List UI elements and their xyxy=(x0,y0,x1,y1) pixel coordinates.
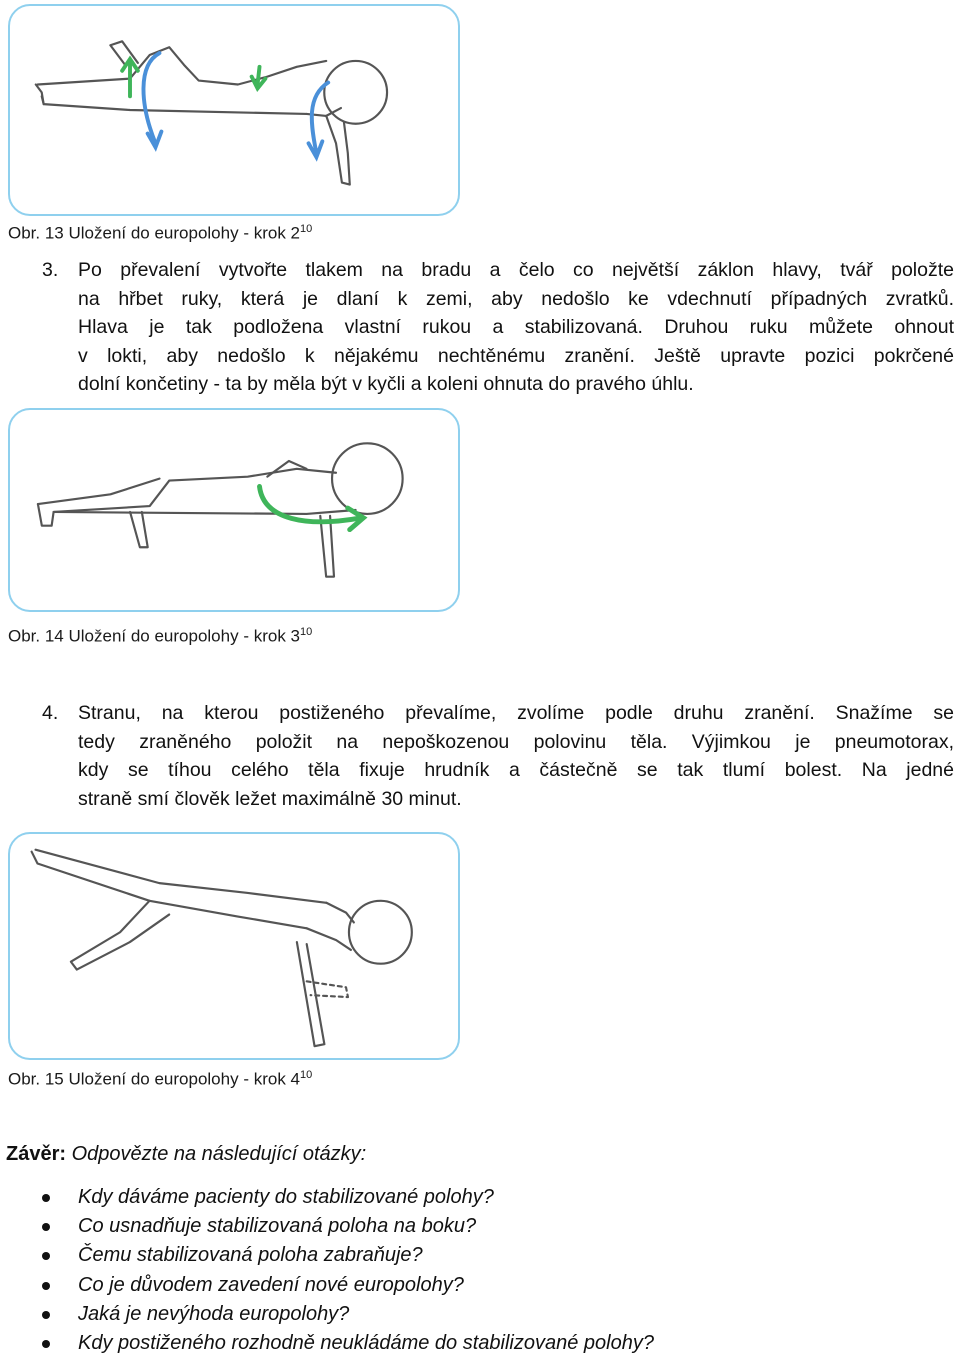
conclusion-text: Odpovězte na následující otázky: xyxy=(66,1143,367,1165)
figure-15-drawing xyxy=(10,834,458,1058)
bullet-icon xyxy=(42,1194,50,1202)
question-text: Co usnadňuje stabilizovaná poloha na boku? xyxy=(78,1215,477,1238)
step-3-line: v lokti, aby nedošlo k nějakému nechtěnému zranění. Ještě upravte pozici pokrčené xyxy=(78,344,954,367)
questions-list xyxy=(0,1183,654,1358)
figure-15-frame xyxy=(8,832,460,1060)
step-3-line: dolní končetiny - ta by měla být v kyčli a koleni ohnuta do pravého úhlu. xyxy=(78,373,694,396)
figure-15-caption-sup: 10 xyxy=(300,1069,313,1081)
figure-13-frame xyxy=(8,4,460,216)
question-text: Kdy dáváme pacienty do stabilizované polohy? xyxy=(78,1186,494,1208)
figure-14-frame xyxy=(8,408,460,612)
bullet-icon xyxy=(42,1282,50,1290)
figure-13-caption xyxy=(8,223,312,244)
figure-13-drawing xyxy=(10,6,458,214)
figure-13-caption-sup: 10 xyxy=(300,223,313,235)
bullet-icon xyxy=(42,1311,50,1319)
step-3-line: Po převalení vytvořte tlakem na bradu a čelo co největší záklon hlavy, tvář položte xyxy=(78,259,954,281)
list-item xyxy=(0,1212,654,1241)
question-text: Čemu stabilizovaná poloha zabraňuje? xyxy=(78,1244,423,1267)
bullet-icon xyxy=(42,1223,50,1231)
figure-14-drawing xyxy=(10,410,458,610)
bullet-icon xyxy=(42,1252,50,1260)
step-4-line: straně smí člověk ležet maximálně 30 minut. xyxy=(78,787,462,810)
figure-14-caption xyxy=(8,626,312,647)
figure-15-caption xyxy=(8,1069,312,1090)
figure-15-caption-text: Obr. 15 Uložení do europolohy - krok 4 xyxy=(8,1069,300,1089)
step-4-number: 4. xyxy=(42,702,59,724)
step-3-line: Hlava je tak podložena vlastní rukou a stabilizovaná. Druhou ruku můžete ohnout xyxy=(78,316,954,339)
step-3-number: 3. xyxy=(42,259,59,281)
step-3-paragraph xyxy=(42,256,954,399)
step-4-paragraph xyxy=(42,699,954,813)
figure-14-caption-text: Obr. 14 Uložení do europolohy - krok 3 xyxy=(8,626,300,646)
list-item xyxy=(0,1241,654,1270)
figure-14-caption-sup: 10 xyxy=(300,626,313,638)
question-text: Jaká je nevýhoda europolohy? xyxy=(78,1302,350,1325)
bullet-icon xyxy=(42,1340,50,1348)
list-item xyxy=(0,1271,654,1300)
list-item xyxy=(0,1183,654,1212)
question-text: Kdy postiženého rozhodně neukládáme do stabilizované polohy? xyxy=(78,1332,654,1355)
figure-13-caption-text: Obr. 13 Uložení do europolohy - krok 2 xyxy=(8,223,300,243)
list-item xyxy=(0,1300,654,1329)
question-text: Co je důvodem zavedení nové europolohy? xyxy=(78,1273,464,1296)
step-4-line: Stranu, na kterou postiženého převalíme, zvolíme podle druhu zranění. Snažíme se xyxy=(78,702,954,724)
conclusion-label: Závěr: xyxy=(6,1143,67,1165)
conclusion-heading xyxy=(6,1143,366,1166)
step-4-line: kdy se tíhou celého těla fixuje hrudník a částečně se tak tlumí bolest. Na jedné xyxy=(78,759,954,782)
step-4-line: tedy zraněného položit na nepoškozenou polovinu těla. Výjimkou je pneumotorax, xyxy=(78,730,954,753)
step-3-line: na hřbet ruky, která je dlaní k zemi, aby nedošlo ke vdechnutí případných zvratků. xyxy=(78,287,954,310)
